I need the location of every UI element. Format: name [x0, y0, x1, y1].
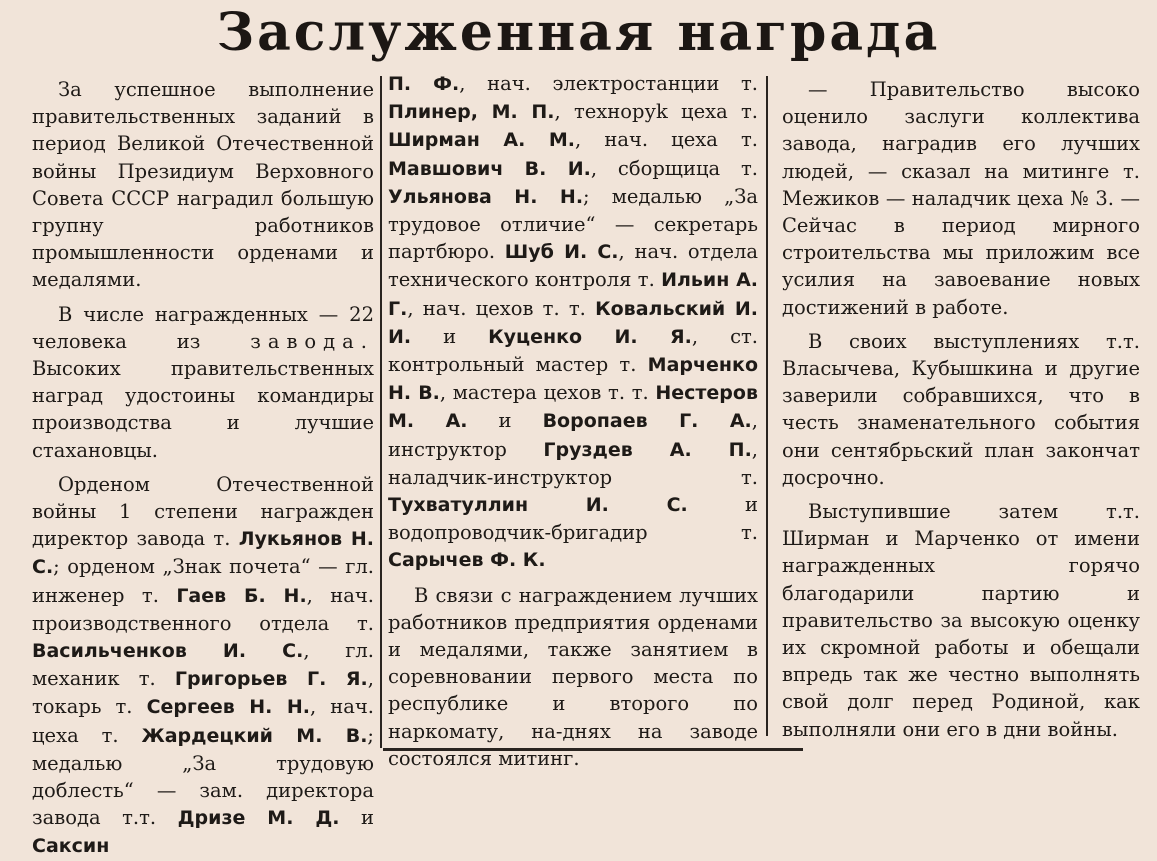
article-column-2 — [388, 70, 758, 772]
text-run: , инструктор — [388, 409, 758, 461]
text-run: и водопроводчик-бригадир т. — [388, 493, 758, 545]
awardee-name: Дризе М. Д. — [177, 807, 340, 830]
awardee-name: Воропаев Г. А. — [542, 410, 752, 433]
text-run-spaced: завода. — [250, 329, 374, 353]
awardee-name: Шуб И. С. — [504, 241, 619, 264]
text-run: , сборщица т. — [590, 156, 758, 180]
text-run: Высоких правительственных наград удостоины командиры производства и лучшие стахановцы. — [32, 357, 374, 462]
column-divider-right — [766, 76, 768, 736]
text-run: , мастера цехов т. т. — [439, 381, 656, 405]
paragraph — [388, 70, 758, 575]
paragraph: В связи с награждением лучших работников предприятия орденами и медалями, также занятием в соревновании первого места по республике и второго по наркомату, на-днях на заводе состоялся митинг. — [388, 583, 758, 770]
paragraph — [32, 471, 374, 861]
paragraph: Выступившие затем т.т. Ширман и Марченко от имени награжденных горячо благодарили партию и правительство за высокую оценку их скромной работы и обещали впредь так же честно выполнять свой долг перед Родиной, как выполняли они его в дни войны. — [782, 500, 1140, 741]
paragraph: За успешное выполнение правительственных заданий в период Великой Отечественной войны Президиум Верховного Совета СССР наградил большую групну работников промышленности орденами и медалями. — [32, 78, 374, 292]
awardee-name: Мавшович В. И. — [388, 157, 591, 180]
text-run: ; медалью „За трудовую доблесть“ — зам. директора завода т.т. — [32, 723, 374, 830]
awardee-name: Ильин А. Г. — [388, 269, 759, 320]
awardee-name: Марченко Н. В. — [388, 354, 758, 405]
article-headline: Заслуженная награда — [216, 2, 941, 63]
awardee-name: Ульянова Н. Н. — [388, 185, 584, 208]
awardee-name: Сергеев Н. Н. — [146, 696, 310, 719]
paragraph: В своих выступлениях т.т. Власычева, Кубышкина и другие заверили собравшихся, что в честь знаменательного события они сентябрьский план закончат досрочно. — [782, 329, 1140, 489]
text-run: и — [339, 806, 374, 830]
awardee-name: Жардецкий М. В. — [141, 724, 368, 747]
awardee-name: Тухватуллин И. С. — [388, 494, 688, 517]
awardee-name: Груздев А. П. — [543, 438, 752, 461]
article-column-1 — [32, 76, 374, 861]
text-run: ; орденом „Знак почета“ — гл. инженер т. — [32, 555, 374, 607]
paragraph — [32, 301, 374, 464]
text-run: Орденом Отечественной войны 1 степени награжден директор завода т. — [32, 472, 374, 551]
awardee-name: Григорьев Г. Я. — [174, 668, 368, 691]
text-run: и — [467, 409, 543, 433]
text-run: , нач. цеха т. — [575, 128, 758, 152]
awardee-name: П. Ф. — [388, 73, 460, 95]
awardee-name: Сарычев Ф. К. — [388, 549, 546, 572]
text-run: , токарь т. — [32, 667, 374, 719]
text-run: , нач. электростанции т. — [459, 72, 759, 95]
awardee-name: Ковальский И. И. — [388, 297, 758, 348]
text-run: , гл. механик т. — [32, 639, 374, 691]
text-run: ; медалью „За трудовое отличие“ — секретарь партбюро. — [388, 184, 758, 264]
awardee-name: Гаев Б. Н. — [176, 584, 307, 607]
awardee-name: Саксин — [32, 835, 110, 858]
text-run: , нач. отдела технического контроля т. — [388, 240, 758, 292]
text-run: , нач. цеха т. — [32, 695, 374, 747]
text-run: , техноруk цеха т. — [554, 100, 758, 124]
awardee-name: Лукьянов Н. С. — [32, 528, 374, 579]
column-divider-left — [380, 76, 382, 748]
awardee-name: Ширман А. М. — [388, 129, 575, 152]
awardee-name: Нестеров М. А. — [388, 382, 758, 433]
text-run: , наладчик-инструктор т. — [388, 437, 758, 489]
article-column-3 — [782, 76, 1140, 743]
text-run: , ст. контрольный мастер т. — [388, 324, 758, 377]
awardee-name: Куценко И. Я. — [488, 325, 692, 348]
awardee-name: Васильченков И. С. — [32, 640, 304, 663]
awardee-name: Плинер, М. П. — [388, 101, 555, 124]
text-run: В числе награжденных — 22 человека из — [32, 302, 374, 353]
text-run: , нач. производственного отдела т. — [32, 583, 375, 635]
paragraph: — Правительство высоко оценило заслуги коллектива завода, наградив его лучших людей, — сказал на митинге т. Межиков — наладчик цеха № 3. — Сейчас в период мирного строительства мы приложим все усилия на завоевание новых достижений в работе. — [782, 78, 1140, 319]
text-run: , нач. цехов т. т. — [407, 296, 596, 320]
text-run: и — [411, 324, 489, 348]
